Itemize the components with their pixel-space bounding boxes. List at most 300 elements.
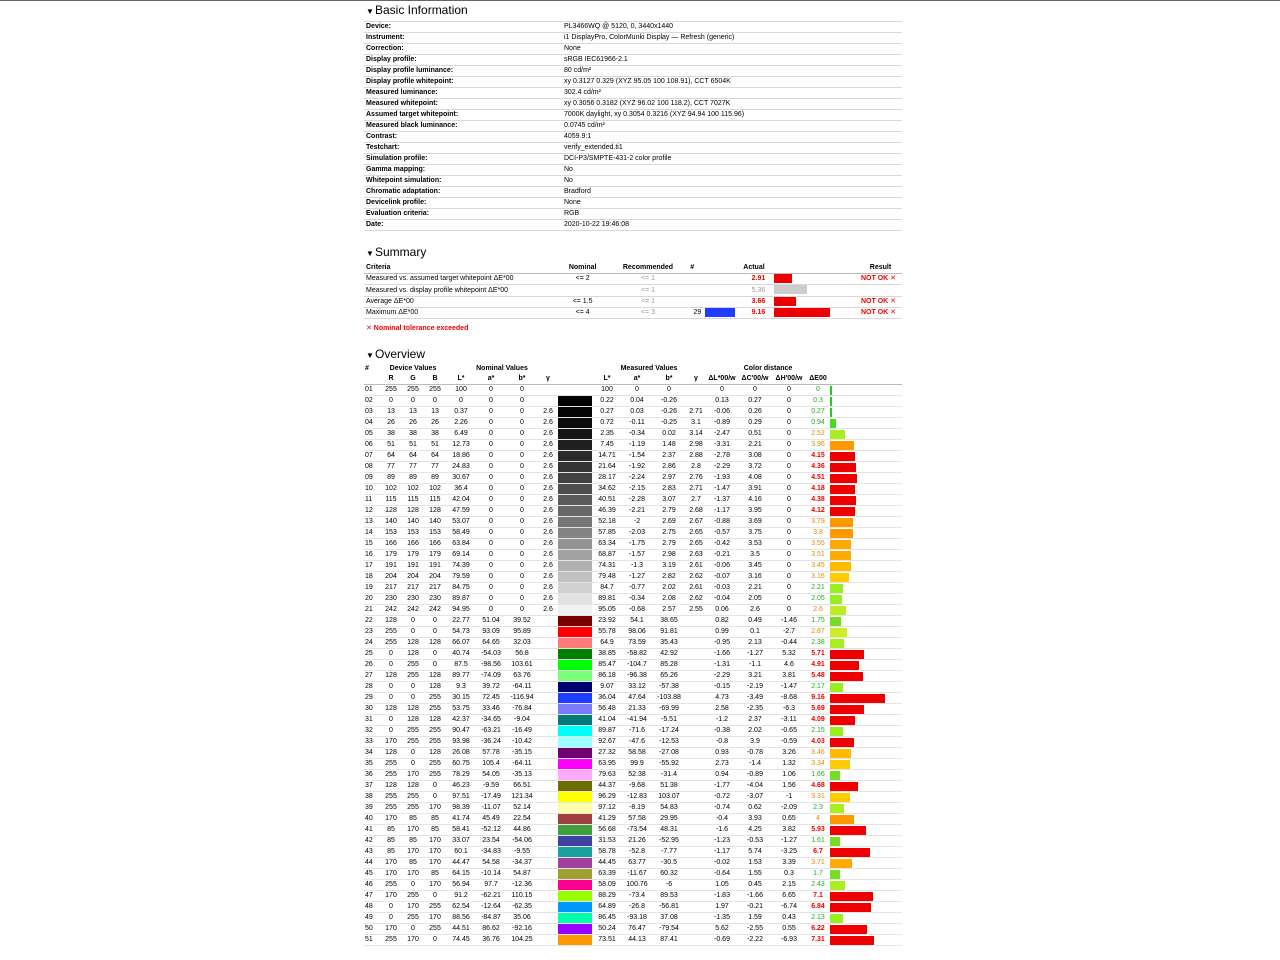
measured-value-cell: 2.73 bbox=[706, 759, 738, 770]
nominal-value-cell: 0 bbox=[476, 605, 506, 616]
nominal-value-cell bbox=[538, 869, 558, 880]
info-row bbox=[364, 187, 902, 198]
measured-value-cell: -0.72 bbox=[706, 792, 738, 803]
nominal-value-cell: -62.21 bbox=[476, 891, 506, 902]
nominal-value-cell: 64.65 bbox=[476, 638, 506, 649]
measured-value-cell: 86.45 bbox=[592, 913, 622, 924]
nominal-value-cell: 140 bbox=[380, 517, 402, 528]
nominal-value-cell: -9.55 bbox=[506, 847, 538, 858]
nominal-value-cell: 54.73 bbox=[446, 627, 476, 638]
delta-e-bar bbox=[830, 474, 857, 483]
nominal-value-cell: -76.84 bbox=[506, 704, 538, 715]
delta-e-bar-cell bbox=[830, 704, 902, 715]
nominal-value-cell: 51.04 bbox=[476, 616, 506, 627]
nominal-value-cell: 2.6 bbox=[538, 583, 558, 594]
delta-e-bar bbox=[830, 815, 854, 824]
patch-number: 17 bbox=[364, 561, 380, 572]
delta-e-cell: 2.87 bbox=[806, 627, 830, 638]
patch-row bbox=[364, 726, 902, 737]
measured-swatch-cell bbox=[558, 495, 592, 506]
nominal-cell: <= 4 bbox=[550, 308, 615, 319]
nominal-value-cell: 0 bbox=[402, 748, 424, 759]
patch-row bbox=[364, 660, 902, 671]
measured-value-cell: 0 bbox=[772, 539, 806, 550]
measured-value-cell: 63.77 bbox=[622, 858, 652, 869]
measured-value-cell: 2.83 bbox=[652, 484, 686, 495]
patch-number: 31 bbox=[364, 715, 380, 726]
nominal-value-cell: 0 bbox=[476, 561, 506, 572]
nominal-value-cell bbox=[538, 385, 558, 396]
nominal-value-cell: 13 bbox=[380, 407, 402, 418]
measured-value-cell: 0 bbox=[706, 385, 738, 396]
measured-value-cell bbox=[686, 869, 706, 880]
delta-e-cell: 2.15 bbox=[806, 726, 830, 737]
info-key: Gamma mapping: bbox=[364, 165, 562, 176]
nominal-value-cell: 170 bbox=[402, 935, 424, 946]
measured-swatch-cell bbox=[558, 759, 592, 770]
nominal-value-cell: 0 bbox=[476, 506, 506, 517]
col-header bbox=[364, 374, 380, 385]
measured-value-cell: -1.27 bbox=[772, 836, 806, 847]
nominal-value-cell: 26.08 bbox=[446, 748, 476, 759]
delta-e-cell: 3.16 bbox=[806, 572, 830, 583]
delta-e-bar bbox=[830, 727, 843, 736]
nominal-value-cell: 79.59 bbox=[446, 572, 476, 583]
measured-value-cell: 0.51 bbox=[738, 429, 772, 440]
measured-value-cell: 0 bbox=[772, 506, 806, 517]
info-row bbox=[364, 143, 902, 154]
delta-e-cell: 6.84 bbox=[806, 902, 830, 913]
criteria-header: Criteria bbox=[364, 263, 550, 274]
nominal-value-cell: 2.6 bbox=[538, 605, 558, 616]
nominal-value-cell: 0 bbox=[476, 517, 506, 528]
nominal-value-cell bbox=[538, 935, 558, 946]
nominal-value-cell: 60.1 bbox=[446, 847, 476, 858]
measured-value-cell: 0.3 bbox=[772, 869, 806, 880]
nominal-value-cell: 47.59 bbox=[446, 506, 476, 517]
measured-value-cell: -0.4 bbox=[706, 814, 738, 825]
nominal-value-cell: 0 bbox=[424, 616, 446, 627]
nominal-value-cell: 0 bbox=[402, 627, 424, 638]
measured-value-cell: -8.19 bbox=[622, 803, 652, 814]
delta-e-bar-cell bbox=[830, 550, 902, 561]
measured-value-cell: 87.41 bbox=[652, 935, 686, 946]
measured-value-cell: 2.35 bbox=[592, 429, 622, 440]
patch-number: 47 bbox=[364, 891, 380, 902]
nominal-value-cell: 26 bbox=[402, 418, 424, 429]
measured-value-cell: 44.13 bbox=[622, 935, 652, 946]
nominal-value-cell: 93.98 bbox=[446, 737, 476, 748]
measured-value-cell: 0.72 bbox=[592, 418, 622, 429]
patch-row bbox=[364, 550, 902, 561]
measured-value-cell: 0 bbox=[772, 594, 806, 605]
measured-value-cell: 4.25 bbox=[738, 825, 772, 836]
info-row bbox=[364, 132, 902, 143]
nominal-value-cell: 52.14 bbox=[506, 803, 538, 814]
measured-value-cell: -103.88 bbox=[652, 693, 686, 704]
nominal-value-cell: 85 bbox=[424, 825, 446, 836]
info-value: 7000K daylight, xy 0.3054 0.3216 (XYZ 94.94 100 115.96) bbox=[562, 110, 902, 121]
measured-value-cell: 2.02 bbox=[652, 583, 686, 594]
nominal-value-cell: 85 bbox=[424, 814, 446, 825]
actual-value: 3.66 bbox=[751, 298, 766, 306]
measured-value-cell: 2.37 bbox=[652, 451, 686, 462]
info-row bbox=[364, 220, 902, 231]
measured-value-cell: 2.71 bbox=[686, 484, 706, 495]
measured-value-cell: 6.65 bbox=[772, 891, 806, 902]
measured-value-cell: -0.34 bbox=[622, 429, 652, 440]
measured-value-cell: 5.74 bbox=[738, 847, 772, 858]
nominal-value-cell: 0 bbox=[506, 605, 538, 616]
measured-value-cell: 0.93 bbox=[706, 748, 738, 759]
measured-value-cell: -71.6 bbox=[622, 726, 652, 737]
delta-e-bar bbox=[830, 584, 843, 593]
measured-value-cell: -0.03 bbox=[706, 583, 738, 594]
nominal-value-cell: 85 bbox=[380, 847, 402, 858]
basic-information-heading[interactable] bbox=[364, 1, 468, 19]
patch-number: 07 bbox=[364, 451, 380, 462]
measured-value-cell: 2.68 bbox=[686, 506, 706, 517]
measured-value-cell: 2.76 bbox=[686, 473, 706, 484]
nominal-value-cell: 0 bbox=[506, 385, 538, 396]
measured-value-cell: -0.06 bbox=[706, 407, 738, 418]
delta-e-bar bbox=[830, 683, 843, 692]
patch-row bbox=[364, 924, 902, 935]
nominal-value-cell: 53.07 bbox=[446, 517, 476, 528]
patch-row bbox=[364, 748, 902, 759]
delta-e-bar-cell bbox=[830, 638, 902, 649]
nominal-value-cell: 255 bbox=[402, 792, 424, 803]
measured-color-swatch bbox=[558, 572, 592, 582]
delta-e-bar-cell bbox=[830, 605, 902, 616]
measured-color-swatch bbox=[558, 539, 592, 549]
measured-value-cell: 0 bbox=[772, 495, 806, 506]
nominal-value-cell: 0 bbox=[424, 649, 446, 660]
measured-value-cell: -52.95 bbox=[652, 836, 686, 847]
delta-e-bar bbox=[830, 496, 856, 505]
nominal-value-cell: 35.06 bbox=[506, 913, 538, 924]
measured-value-cell: 46.39 bbox=[592, 506, 622, 517]
summary-heading[interactable] bbox=[364, 243, 904, 261]
measured-value-cell: -1.27 bbox=[622, 572, 652, 583]
patch-number: 39 bbox=[364, 803, 380, 814]
measured-swatch-cell bbox=[558, 517, 592, 528]
delta-e-bar bbox=[830, 749, 851, 758]
nominal-value-cell: 78.29 bbox=[446, 770, 476, 781]
delta-e-cell: 3.51 bbox=[806, 550, 830, 561]
nominal-value-cell: 63.84 bbox=[446, 539, 476, 550]
nominal-value-cell: 0 bbox=[402, 396, 424, 407]
measured-value-cell: -1.27 bbox=[738, 649, 772, 660]
nominal-value-cell: 217 bbox=[402, 583, 424, 594]
nominal-value-cell: 128 bbox=[402, 638, 424, 649]
nominal-value-cell: 255 bbox=[380, 627, 402, 638]
nominal-value-cell: 255 bbox=[402, 671, 424, 682]
measured-value-cell: 23.92 bbox=[592, 616, 622, 627]
nominal-value-cell: 0 bbox=[506, 594, 538, 605]
measured-value-cell: 2.62 bbox=[686, 594, 706, 605]
measured-value-cell: 79.48 bbox=[592, 572, 622, 583]
nominal-value-cell: 191 bbox=[380, 561, 402, 572]
nominal-value-cell: 255 bbox=[424, 759, 446, 770]
nominal-value-cell: 0 bbox=[476, 385, 506, 396]
nominal-value-cell: 128 bbox=[402, 506, 424, 517]
nominal-value-cell: 255 bbox=[424, 726, 446, 737]
nominal-value-cell: 255 bbox=[424, 770, 446, 781]
collapse-triangle-icon[interactable]: ▼ bbox=[366, 7, 374, 16]
info-row bbox=[364, 22, 902, 33]
nominal-value-cell: 0 bbox=[506, 462, 538, 473]
nominal-value-cell: 85 bbox=[402, 814, 424, 825]
measured-value-cell: 0.27 bbox=[738, 396, 772, 407]
number-cell bbox=[681, 274, 703, 285]
measured-value-cell: -3.07 bbox=[738, 792, 772, 803]
patch-row bbox=[364, 814, 902, 825]
measured-value-cell: 2.97 bbox=[652, 473, 686, 484]
nominal-value-cell: 128 bbox=[402, 704, 424, 715]
nominal-value-cell: 153 bbox=[380, 528, 402, 539]
measured-value-cell: 34.62 bbox=[592, 484, 622, 495]
collapse-triangle-icon[interactable]: ▼ bbox=[366, 249, 374, 258]
nominal-value-cell: 62.54 bbox=[446, 902, 476, 913]
measured-value-cell: 2.57 bbox=[652, 605, 686, 616]
patch-number: 21 bbox=[364, 605, 380, 616]
measured-value-cell: 0 bbox=[772, 440, 806, 451]
patch-row bbox=[364, 396, 902, 407]
delta-e-cell: 4.12 bbox=[806, 506, 830, 517]
measured-value-cell: -55.92 bbox=[652, 759, 686, 770]
nominal-value-cell: -74.09 bbox=[476, 671, 506, 682]
nominal-value-cell: -54.03 bbox=[476, 649, 506, 660]
delta-e-bar bbox=[830, 540, 851, 549]
measured-color-swatch bbox=[558, 726, 592, 736]
measured-value-cell bbox=[686, 935, 706, 946]
measured-value-cell: -0.42 bbox=[706, 539, 738, 550]
measured-swatch-cell bbox=[558, 638, 592, 649]
patch-row bbox=[364, 561, 902, 572]
measured-value-cell: -5.51 bbox=[652, 715, 686, 726]
delta-e-bar-cell bbox=[830, 671, 902, 682]
measured-value-cell: 3.45 bbox=[738, 561, 772, 572]
nominal-value-cell: 0 bbox=[402, 759, 424, 770]
measured-value-cell: -1.54 bbox=[622, 451, 652, 462]
nominal-value-cell bbox=[538, 726, 558, 737]
measured-value-cell: -2.22 bbox=[738, 935, 772, 946]
patch-number: 50 bbox=[364, 924, 380, 935]
nominal-value-cell: 13 bbox=[402, 407, 424, 418]
delta-e-cell: 4 bbox=[806, 814, 830, 825]
measured-color-swatch bbox=[558, 396, 592, 406]
measured-value-cell: 0.29 bbox=[738, 418, 772, 429]
nominal-value-cell: 0 bbox=[506, 440, 538, 451]
measured-swatch-cell bbox=[558, 528, 592, 539]
patch-number: 28 bbox=[364, 682, 380, 693]
patch-row bbox=[364, 880, 902, 891]
nominal-value-cell: 242 bbox=[402, 605, 424, 616]
measured-swatch-cell bbox=[558, 891, 592, 902]
measured-value-cell bbox=[686, 781, 706, 792]
nominal-value-cell: 0 bbox=[476, 550, 506, 561]
measured-value-cell: 68.87 bbox=[592, 550, 622, 561]
nominal-value-cell: 2.6 bbox=[538, 528, 558, 539]
nominal-value-cell: 45.49 bbox=[476, 814, 506, 825]
nominal-value-cell: 170 bbox=[380, 869, 402, 880]
measured-color-swatch bbox=[558, 506, 592, 516]
measured-value-cell: -2.24 bbox=[622, 473, 652, 484]
nominal-value-cell: 0 bbox=[476, 583, 506, 594]
measured-value-cell: 64.9 bbox=[592, 638, 622, 649]
nominal-value-cell bbox=[538, 902, 558, 913]
nominal-value-cell: 38 bbox=[424, 429, 446, 440]
measured-value-cell: -41.94 bbox=[622, 715, 652, 726]
measured-color-swatch bbox=[558, 440, 592, 450]
tolerance-note: ✕ Nominal tolerance exceeded bbox=[366, 325, 469, 333]
nominal-value-cell: 42.04 bbox=[446, 495, 476, 506]
measured-value-cell: -3.11 bbox=[772, 715, 806, 726]
overview-heading[interactable] bbox=[364, 345, 904, 363]
nominal-value-cell: 30.67 bbox=[446, 473, 476, 484]
delta-e-cell: 3.79 bbox=[806, 517, 830, 528]
delta-e-bar-cell bbox=[830, 935, 902, 946]
delta-e-bar bbox=[830, 936, 874, 945]
measured-value-cell: 0.26 bbox=[738, 407, 772, 418]
nominal-value-cell: 32.03 bbox=[506, 638, 538, 649]
nominal-value-cell: 89.87 bbox=[446, 594, 476, 605]
nominal-value-cell: 0 bbox=[506, 396, 538, 407]
info-value: None bbox=[562, 198, 902, 209]
delta-e-cell: 3.8 bbox=[806, 528, 830, 539]
nominal-value-cell: 44.86 bbox=[506, 825, 538, 836]
measured-value-cell: -6.3 bbox=[772, 704, 806, 715]
measured-value-cell: 47.64 bbox=[622, 693, 652, 704]
nominal-cell: <= 2 bbox=[550, 274, 615, 285]
info-value: DCI-P3/SMPTE-431-2 color profile bbox=[562, 154, 902, 165]
measured-value-cell: -7.77 bbox=[652, 847, 686, 858]
nominal-value-cell: 217 bbox=[380, 583, 402, 594]
delta-e-bar-cell bbox=[830, 682, 902, 693]
measured-value-cell: -104.7 bbox=[622, 660, 652, 671]
delta-e-bar-cell bbox=[830, 517, 902, 528]
delta-e-cell: 0.94 bbox=[806, 418, 830, 429]
nominal-value-cell: 13 bbox=[424, 407, 446, 418]
measured-value-cell: 3.9 bbox=[738, 737, 772, 748]
nominal-value-cell: 46.23 bbox=[446, 781, 476, 792]
measured-value-cell: -1.23 bbox=[706, 836, 738, 847]
measured-value-cell bbox=[686, 825, 706, 836]
measured-value-cell bbox=[686, 913, 706, 924]
measured-value-cell: -0.04 bbox=[706, 594, 738, 605]
nominal-value-cell: 0 bbox=[402, 682, 424, 693]
nominal-value-cell: -36.24 bbox=[476, 737, 506, 748]
patch-number: 16 bbox=[364, 550, 380, 561]
nominal-value-cell: 22.54 bbox=[506, 814, 538, 825]
patch-number: 14 bbox=[364, 528, 380, 539]
info-key: Device: bbox=[364, 22, 562, 33]
result-cell: NOT OK ✕ bbox=[859, 274, 902, 285]
delta-e-bar-cell bbox=[830, 462, 902, 473]
measured-value-cell bbox=[686, 726, 706, 737]
measured-color-swatch bbox=[558, 407, 592, 417]
measured-value-cell: 3.21 bbox=[738, 671, 772, 682]
swatch-header bbox=[558, 364, 592, 374]
measured-value-cell: 0.1 bbox=[738, 627, 772, 638]
nominal-value-cell: 0 bbox=[424, 660, 446, 671]
nominal-value-cell: 255 bbox=[380, 803, 402, 814]
nominal-value-cell: 0 bbox=[402, 924, 424, 935]
delta-e-bar bbox=[830, 606, 846, 615]
patch-number: 34 bbox=[364, 748, 380, 759]
col-header: L* bbox=[592, 374, 622, 385]
bar-header bbox=[830, 364, 902, 374]
measured-value-cell: -0.21 bbox=[738, 902, 772, 913]
patch-row bbox=[364, 935, 902, 946]
actual-header: Actual bbox=[703, 263, 859, 274]
delta-e-cell: 3.31 bbox=[806, 792, 830, 803]
measured-value-cell: 97.12 bbox=[592, 803, 622, 814]
info-value: verify_extended.ti1 bbox=[562, 143, 902, 154]
nominal-value-cell: 255 bbox=[402, 737, 424, 748]
patch-number: 32 bbox=[364, 726, 380, 737]
measured-value-cell: 2.61 bbox=[686, 561, 706, 572]
measured-value-cell: 0 bbox=[772, 429, 806, 440]
delta-e-bar bbox=[830, 562, 851, 571]
nominal-value-cell: 51 bbox=[424, 440, 446, 451]
measured-color-swatch bbox=[558, 924, 592, 934]
measured-value-cell: -0.88 bbox=[706, 517, 738, 528]
measured-value-cell: 41.29 bbox=[592, 814, 622, 825]
measured-value-cell: 56.68 bbox=[592, 825, 622, 836]
measured-swatch-cell bbox=[558, 506, 592, 517]
measured-value-cell: 0 bbox=[772, 605, 806, 616]
measured-value-cell: -0.68 bbox=[622, 605, 652, 616]
nominal-value-cell: 56.8 bbox=[506, 649, 538, 660]
nominal-value-cell: 2.6 bbox=[538, 594, 558, 605]
nominal-value-cell bbox=[538, 649, 558, 660]
nominal-value-cell: 102 bbox=[424, 484, 446, 495]
nominal-value-cell bbox=[538, 803, 558, 814]
nominal-value-cell: 85 bbox=[402, 836, 424, 847]
measured-value-cell: 2.61 bbox=[686, 583, 706, 594]
measured-value-cell: -0.64 bbox=[706, 869, 738, 880]
measured-value-cell: 2.98 bbox=[652, 550, 686, 561]
nominal-value-cell: 2.6 bbox=[538, 451, 558, 462]
nominal-value-cell bbox=[538, 693, 558, 704]
delta-e-cell: 3.46 bbox=[806, 748, 830, 759]
measured-value-cell: 0 bbox=[772, 484, 806, 495]
nominal-value-cell: 84.75 bbox=[446, 583, 476, 594]
measured-swatch-cell bbox=[558, 605, 592, 616]
measured-value-cell: -0.77 bbox=[622, 583, 652, 594]
patch-row bbox=[364, 462, 902, 473]
nominal-value-cell: 0 bbox=[380, 715, 402, 726]
overview-column-header-row bbox=[364, 374, 902, 385]
measured-value-cell: 4.16 bbox=[738, 495, 772, 506]
collapse-triangle-icon[interactable]: ▼ bbox=[366, 351, 374, 360]
measured-value-cell: 58.09 bbox=[592, 880, 622, 891]
nominal-value-cell: 0 bbox=[380, 396, 402, 407]
nominal-value-cell: 170 bbox=[402, 825, 424, 836]
info-row bbox=[364, 66, 902, 77]
delta-e-bar bbox=[830, 661, 859, 670]
patch-number: 01 bbox=[364, 385, 380, 396]
measured-value-cell: -1.19 bbox=[622, 440, 652, 451]
measured-value-cell: 1.56 bbox=[772, 781, 806, 792]
measured-value-cell bbox=[686, 836, 706, 847]
nominal-value-cell: 66.07 bbox=[446, 638, 476, 649]
nominal-value-cell: 255 bbox=[380, 770, 402, 781]
measured-swatch-cell bbox=[558, 572, 592, 583]
measured-value-cell: -73.4 bbox=[622, 891, 652, 902]
